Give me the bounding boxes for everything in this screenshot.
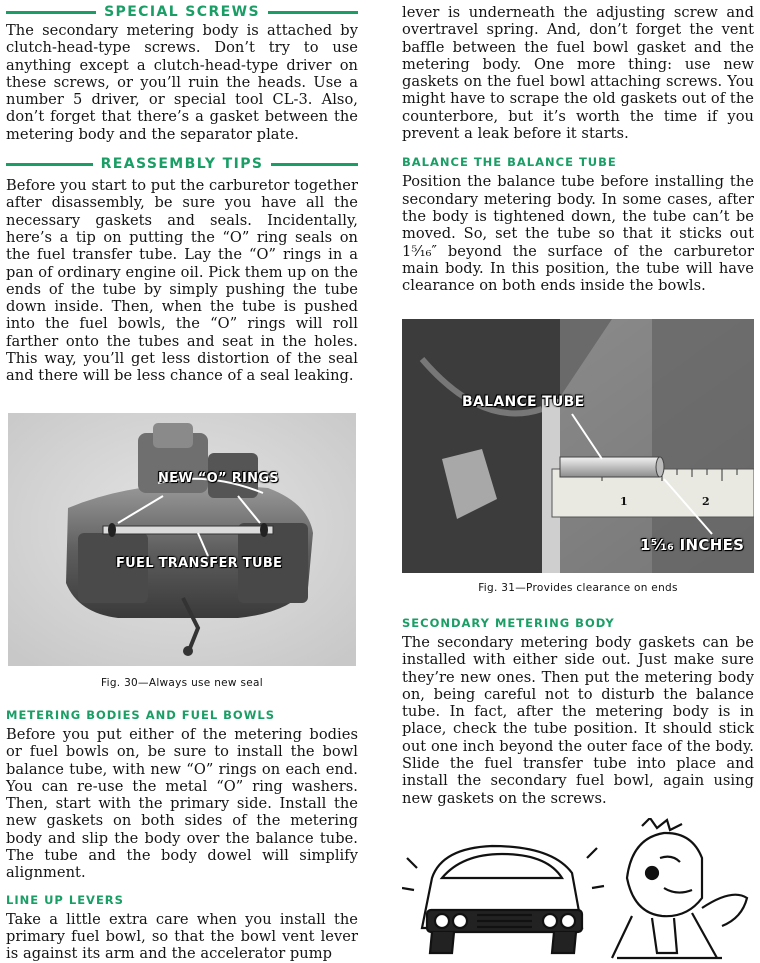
heading-rule: [6, 163, 93, 166]
secondary-metering-heading: SECONDARY METERING BODY: [402, 616, 615, 630]
metering-bodies-heading: METERING BODIES AND FUEL BOWLS: [6, 708, 276, 722]
left-column: [6, 0, 358, 385]
continued-text: lever is underneath the adjusting screw and overtravel spring. And, don’t forget the vent baffle between the fuel bowl gasket and the metering body. One more thing: use new gaskets on the fuel bowl attaching screws. You might have to scrape the old gaskets out of the counterbore, but it’s worth the time if you prevent a leak before it starts.: [402, 4, 754, 143]
reassembly-tips-text: Before you start to put the carburetor together after disassembly, be sure you have all the necessary gaskets and seals. Incidentally, here’s a tip on putting the “O” ring seals on the fuel transfer tube. Lay the “O” rings in a pan of ordinary engine oil. Pick them up on the ends of the tube by simply pushing the tube down inside. Then, when the tube is pushed into the fuel bowls, the “O” rings will roll farther onto the tubes and seat in the holes. This way, you’ll get less distortion of the seal and there will be less chance of a seal leaking.: [6, 177, 358, 385]
special-screws-text: The secondary metering body is attached by clutch-head-type screws. Don’t try to use anything except a clutch-head-type driver on these screws, or you’ll ruin the heads. Use a number 5 driver, or special tool CL-3. Also, don’t forget that there’s a gasket between the metering body and the separator plate.: [6, 22, 358, 143]
new-o-rings-label: NEW “O” RINGS: [158, 471, 279, 486]
ruler-mark-2: 2: [702, 495, 710, 508]
secondary-metering-text: The secondary metering body gaskets can be installed with either side out. Just make sure they’re new ones. Then put the metering body on, being careful not to disturb the balance tube. In fact, after the metering body is in place, check the tube position. It should stick out one inch beyond the outer face of the body. Slide the fuel transfer tube into place and install the secondary fuel bowl, again using new gaskets on the screws.: [402, 634, 754, 807]
fuel-transfer-tube-label: FUEL TRANSFER TUBE: [116, 556, 283, 571]
inches-label: 1⁵⁄₁₆ INCHES: [640, 536, 745, 554]
heading-rule: [268, 11, 358, 14]
carburetor-photo: [8, 413, 356, 666]
balance-tube-photo: [402, 319, 754, 573]
balance-tube-heading: BALANCE THE BALANCE TUBE: [402, 155, 617, 170]
special-screws-heading: SPECIAL SCREWS: [104, 4, 260, 20]
fig31-caption: Fig. 31—Provides clearance on ends: [478, 582, 678, 594]
balance-tube-text: Position the balance tube before installing the secondary metering body. In some cases, after the body is tightened down, the tube can’t be moved. So, set the tube so that it sticks out 1⁵⁄₁₆″ beyond the surface of the carburetor main body. In this position, the tube will have clearance on both ends inside the bowls.: [402, 173, 754, 295]
left-column-lower: [6, 708, 358, 963]
balance-tube-label: BALANCE TUBE: [462, 394, 585, 410]
special-screws-heading-row: [6, 2, 358, 22]
balance-tube-illustration: [402, 319, 754, 573]
right-column: [402, 4, 754, 294]
line-up-levers-text: Take a little extra care when you install the primary fuel bowl, so that the bowl vent lever is against its arm and the accelerator pump: [6, 910, 358, 963]
right-column-lower: [402, 616, 754, 807]
cartoon-illustration: [402, 818, 754, 960]
line-up-levers-heading: LINE UP LEVERS: [6, 892, 124, 907]
ruler-mark-1: 1: [620, 495, 628, 508]
metering-bodies-text: Before you put either of the metering bodies or fuel bowls on, be sure to install the bowl balance tube, with new “O” rings on each end. You can re-use the metal “O” ring washers. Then, start with the primary side. Install the new gaskets on both sides of the metering body and slip the body over the balance tube. The tube and the body dowel will simplify alignment.: [6, 726, 358, 882]
heading-rule: [271, 163, 358, 166]
heading-rule: [6, 11, 96, 14]
fig30-caption: Fig. 30—Always use new seal: [101, 677, 263, 689]
reassembly-tips-heading: REASSEMBLY TIPS: [100, 156, 264, 173]
reassembly-tips-heading-row: [6, 154, 358, 174]
carburetor-illustration: [8, 413, 356, 666]
